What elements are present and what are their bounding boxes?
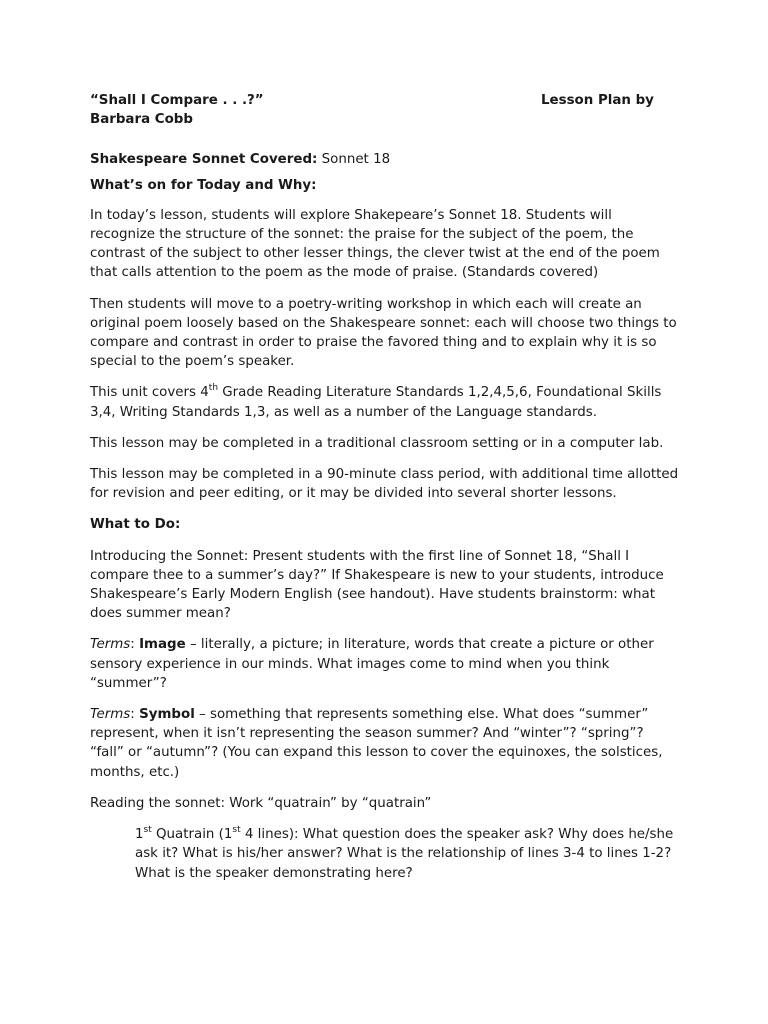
term-word: Image [139, 637, 186, 653]
quatrain-item [135, 825, 680, 883]
paragraph-workshop: Then students will move to a poetry-writing workshop in which each will create an original poem loosely based on the Shakespeare sonnet: each will choose two things to compare and contrast in order to praise the favored thing and to explain why it is so special to the poem’s speaker. [90, 296, 677, 370]
term-word: Symbol [139, 707, 195, 723]
ordinal-suffix: st [143, 824, 152, 835]
sonnet-label: Shakespeare Sonnet Covered: [90, 152, 318, 168]
term-symbol [90, 705, 680, 782]
paragraph-standards [90, 383, 680, 421]
quatrain-number: 1 [135, 827, 144, 843]
paragraph-reading: Reading the sonnet: Work “quatrain” by “quatrain” [90, 795, 432, 811]
term-label: Terms [90, 637, 131, 653]
document-page [90, 91, 680, 883]
quatrain-mid: Quatrain (1 [151, 827, 233, 843]
term-separator: : [130, 637, 140, 653]
ordinal-suffix: th [208, 382, 219, 393]
sonnet-covered [90, 150, 680, 169]
byline: Lesson Plan by [541, 93, 654, 108]
section-heading-todo: What to Do: [90, 517, 181, 533]
standards-text-before: This unit covers 4 [90, 385, 209, 401]
paragraph-intro: In today’s lesson, students will explore Shakepeare’s Sonnet 18. Students will recognize the structure of the sonnet: the praise for the subject of the poem, the contrast of the subject to other lesser things, the clever twist at the end of the poem that calls attention to the poem as the mode of praise. (Standards covered) [90, 207, 660, 281]
title-row [90, 91, 680, 129]
section-heading-today: What’s on for Today and Why: [90, 177, 317, 193]
term-label: Terms [90, 707, 131, 723]
term-separator: : [130, 707, 140, 723]
sonnet-value: Sonnet 18 [321, 152, 391, 168]
paragraph-duration: This lesson may be completed in a 90-minute class period, with additional time allotted for revision and peer editing, or it may be divided into several shorter lessons. [90, 467, 679, 502]
ordinal-suffix: st [232, 824, 241, 835]
term-definition: – literally, a picture; in literature, words that create a picture or other sensory experience in our minds. What images come to mind when you think “summer”? [90, 637, 654, 691]
term-image [90, 635, 680, 693]
paragraph-setting: This lesson may be completed in a traditional classroom setting or in a computer lab. [90, 435, 664, 451]
standards-text-after: Grade Reading Literature Standards 1,2,4,5,6, Foundational Skills 3,4, Writing Standards 1,3, as well as a number of the Language standards. [90, 385, 662, 420]
quatrain-text: 4 lines): What question does the speaker ask? Why does he/she ask it? What is his/her answer? What is the relationship of lines 3-4 to lines 1-2? What is the speaker demonstrating here? [135, 827, 674, 881]
author-name: Barbara Cobb [90, 112, 193, 128]
term-definition: – something that represents something else. What does “summer” represent, when it isn’t representing the season summer? And “winter”? “spring”? “fall” or “autumn”? (You can expand this lesson to cover the equinoxes, the solstices, months, etc.) [90, 707, 663, 780]
document-title: “Shall I Compare . . .?” [90, 93, 264, 108]
paragraph-introducing: Introducing the Sonnet: Present students with the first line of Sonnet 18, “Shall I compare thee to a summer’s day?” If Shakespeare is new to your students, introduce Shakespeare’s Early Modern English (see handout). Have students brainstorm: what does summer mean? [90, 548, 664, 622]
